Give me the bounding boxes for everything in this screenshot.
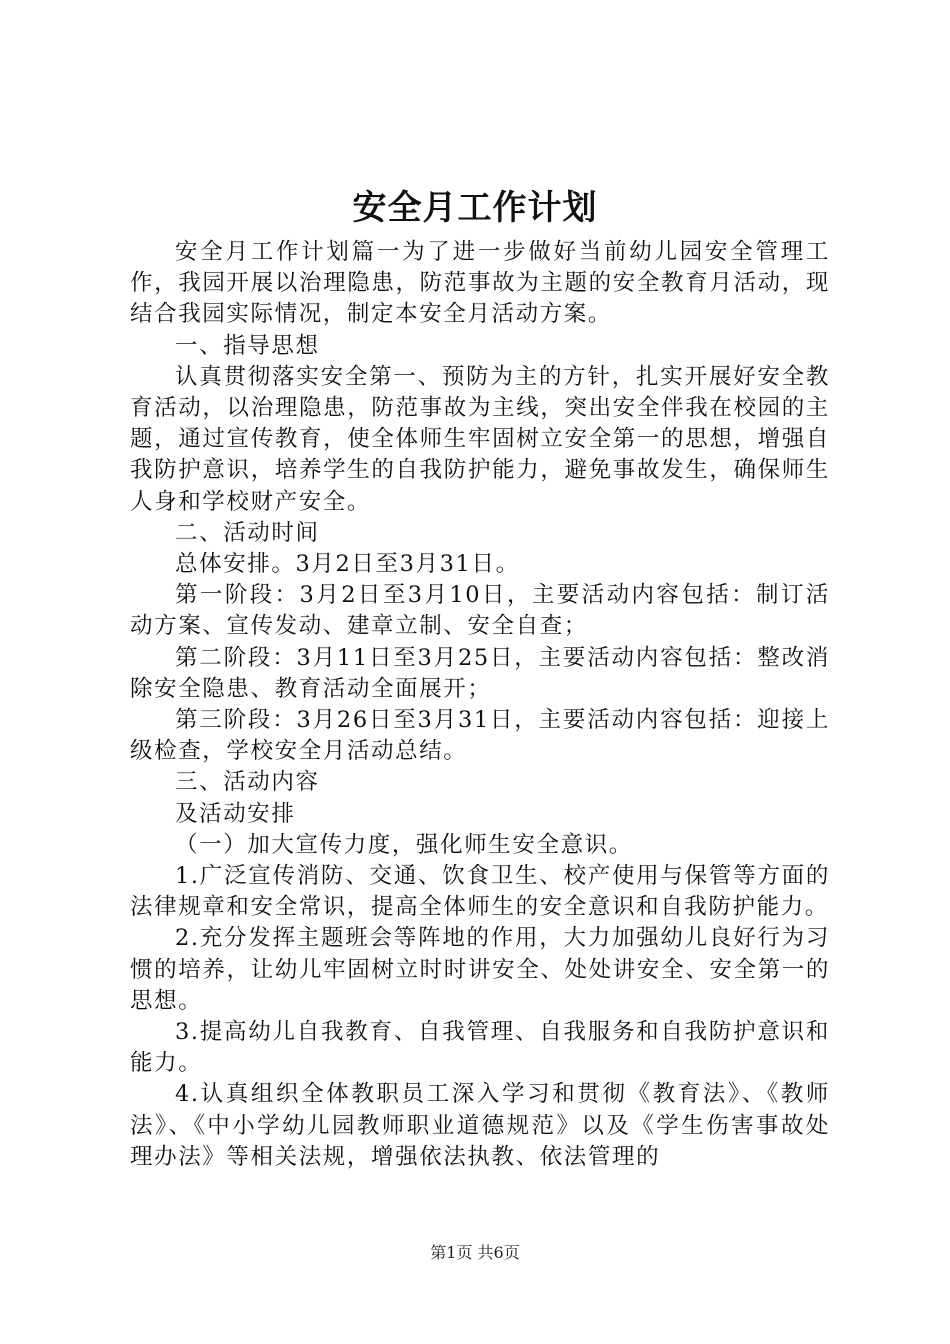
document-title: 安全月工作计划 [352, 188, 598, 228]
item-paragraph-4: 4.认真组织全体教职员工深入学习和贯彻《教育法》、《教师法》、《中小学幼儿园教师职业道德规范》以及《学生伤害事故处理办法》等相关法规，增强依法执教、依法管理的 [130, 1081, 830, 1170]
section-heading-activity-time: 二、活动时间 [175, 519, 320, 546]
section-heading-activity-arrangement: 及活动安排 [175, 800, 296, 827]
guiding-thought-paragraph: 认真贯彻落实安全第一、预防为主的方针，扎实开展好安全教育活动，以治理隐患，防范事故为主线，突出安全伴我在校园的主题，通过宣传教育，使全体师生牢固树立安全第一的思想，增强自我防护意识，培养学生的自我防护能力，避免事故发生，确保师生人身和学校财产安全。 [130, 363, 830, 515]
intro-paragraph: 安全月工作计划篇一为了进一步做好当前幼儿园安全管理工作，我园开展以治理隐患，防范事故为主题的安全教育月活动，现结合我园实际情况，制定本安全月活动方案。 [130, 239, 830, 328]
document-body [130, 237, 830, 1173]
section-heading-activity-content: 三、活动内容 [175, 769, 320, 796]
stage-two-paragraph: 第二阶段：3月11日至3月25日，主要活动内容包括：整改消除安全隐患、教育活动全面展开； [130, 644, 830, 702]
subsection-heading-publicity: （一）加大宣传力度，强化师生安全意识。 [175, 831, 633, 858]
item-paragraph-3: 3.提高幼儿自我教育、自我管理、自我服务和自我防护意识和能力。 [130, 1019, 830, 1077]
section-heading-guiding-thought: 一、指导思想 [175, 332, 320, 359]
stage-three-paragraph: 第三阶段：3月26日至3月31日，主要活动内容包括：迎接上级检查，学校安全月活动总结。 [130, 707, 830, 765]
stage-one-paragraph: 第一阶段：3月2日至3月10日，主要活动内容包括：制订活动方案、宣传发动、建章立制、安全自查； [130, 582, 830, 640]
item-paragraph-2: 2.充分发挥主题班会等阵地的作用，大力加强幼儿良好行为习惯的培养，让幼儿牢固树立时时讲安全、处处讲安全、安全第一的思想。 [130, 925, 830, 1014]
item-paragraph-1: 1.广泛宣传消防、交通、饮食卫生、校产使用与保管等方面的法律规章和安全常识，提高全体师生的安全意识和自我防护能力。 [130, 863, 830, 921]
page-footer: 第1页 共6页 [430, 1243, 520, 1262]
overall-schedule-paragraph: 总体安排。3月2日至3月31日。 [175, 551, 520, 578]
